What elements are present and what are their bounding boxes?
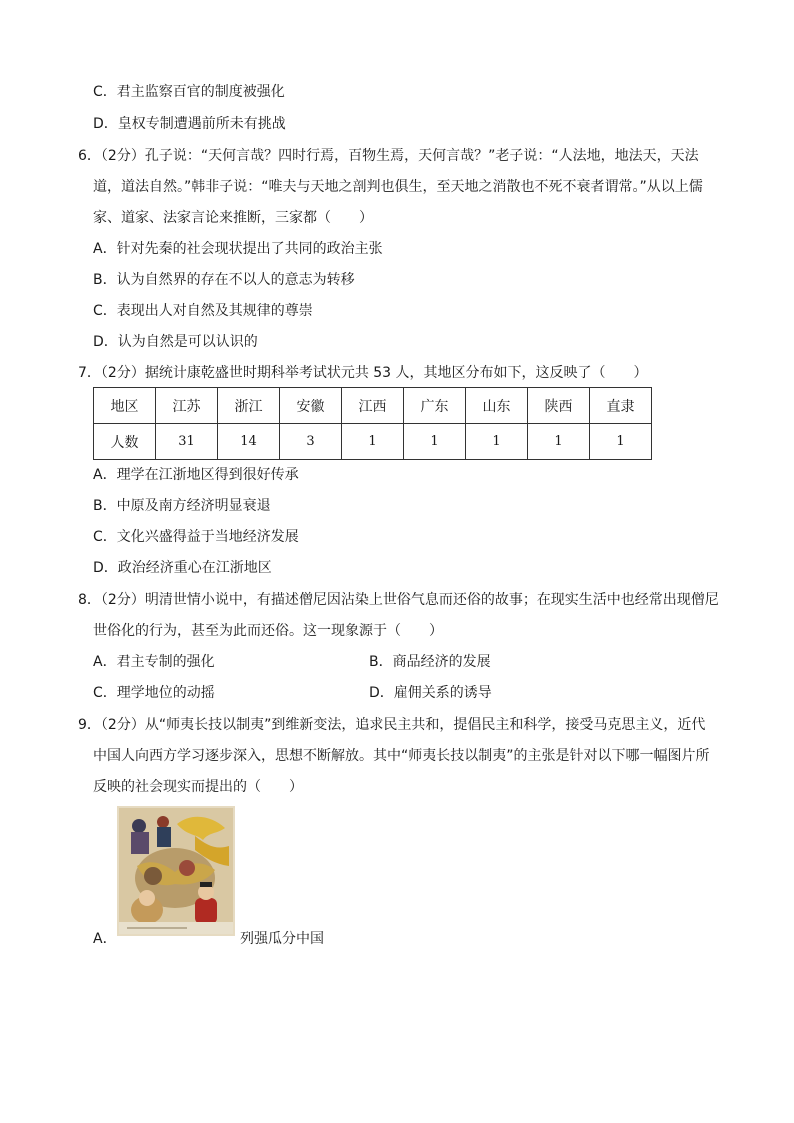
- cartoon-illustration-icon: [117, 806, 235, 936]
- table-cell: 地区: [94, 388, 156, 424]
- q9-stem-line-1: 9．（2分）从“师夷长技以制夷”到维新变法，追求民主共和，提倡民主和科学，接受马克思主义，近代: [78, 717, 706, 733]
- q8-stem-line-2: 世俗化的行为，甚至为此而还俗。这一现象源于（ ）: [93, 623, 443, 639]
- table-cell: 14: [218, 424, 280, 460]
- partition-of-china-cartoon-image: [117, 806, 235, 936]
- q7-option-b: B．中原及南方经济明显衰退: [93, 498, 271, 514]
- table-cell: 31: [156, 424, 218, 460]
- q6-option-a: A．针对先秦的社会现状提出了共同的政治主张: [93, 241, 383, 257]
- q6-option-d: D．认为自然是可以认识的: [93, 334, 258, 350]
- q9-stem-line-3: 反映的社会现实而提出的（ ）: [93, 779, 303, 795]
- q8-option-d: D．雇佣关系的诱导: [369, 685, 492, 701]
- table-cell: 人数: [94, 424, 156, 460]
- q9-option-a-caption: 列强瓜分中国: [240, 931, 324, 947]
- q6-stem-line-1: 6．（2分）孔子说：“天何言哉？四时行焉，百物生焉，天何言哉？”老子说：“人法地，地法天，天法: [78, 148, 699, 164]
- table-cell: 1: [528, 424, 590, 460]
- q7-option-d: D．政治经济重心在江浙地区: [93, 560, 272, 576]
- table-cell: 安徽: [280, 388, 342, 424]
- q8-option-b: B．商品经济的发展: [369, 654, 491, 670]
- table-row: [94, 424, 652, 460]
- q9-option-a-label: A．: [93, 931, 117, 947]
- q7-option-a: A．理学在江浙地区得到很好传承: [93, 467, 299, 483]
- table-cell: 1: [404, 424, 466, 460]
- table-cell: 广东: [404, 388, 466, 424]
- table-cell: 江西: [342, 388, 404, 424]
- table-cell: 1: [466, 424, 528, 460]
- q7-distribution-table: [93, 387, 652, 460]
- q6-option-b: B．认为自然界的存在不以人的意志为转移: [93, 272, 355, 288]
- q8-option-c: C．理学地位的动摇: [93, 685, 215, 701]
- table-cell: 3: [280, 424, 342, 460]
- table-cell: 山东: [466, 388, 528, 424]
- table-cell: 陕西: [528, 388, 590, 424]
- table-cell: 江苏: [156, 388, 218, 424]
- q7-option-c: C．文化兴盛得益于当地经济发展: [93, 529, 299, 545]
- q8-stem-line-1: 8．（2分）明清世情小说中，有描述僧尼因沾染上世俗气息而还俗的故事；在现实生活中也经常出现僧尼: [78, 592, 719, 608]
- q6-stem-line-2: 道，道法自然。”韩非子说：“唯夫与天地之剖判也俱生，至天地之消散也不死不衰者谓常。”从以上儒: [93, 179, 703, 195]
- q9-stem-line-2: 中国人向西方学习逐步深入，思想不断解放。其中“师夷长技以制夷”的主张是针对以下哪一幅图片所: [93, 748, 710, 764]
- table-cell: 直隶: [590, 388, 652, 424]
- table-cell: 1: [590, 424, 652, 460]
- table-cell: 浙江: [218, 388, 280, 424]
- q8-option-a: A．君主专制的强化: [93, 654, 215, 670]
- q5-option-d: D．皇权专制遭遇前所未有挑战: [93, 116, 286, 132]
- table-cell: 1: [342, 424, 404, 460]
- q6-stem-line-3: 家、道家、法家言论来推断，三家都（ ）: [93, 210, 373, 226]
- q7-stem: 7．（2分）据统计康乾盛世时期科举考试状元共 53 人，其地区分布如下，这反映了（ ）: [78, 365, 648, 381]
- q6-option-c: C．表现出人对自然及其规律的尊崇: [93, 303, 313, 319]
- q5-option-c: C．君主监察百官的制度被强化: [93, 84, 285, 100]
- table-header-row: [94, 388, 652, 424]
